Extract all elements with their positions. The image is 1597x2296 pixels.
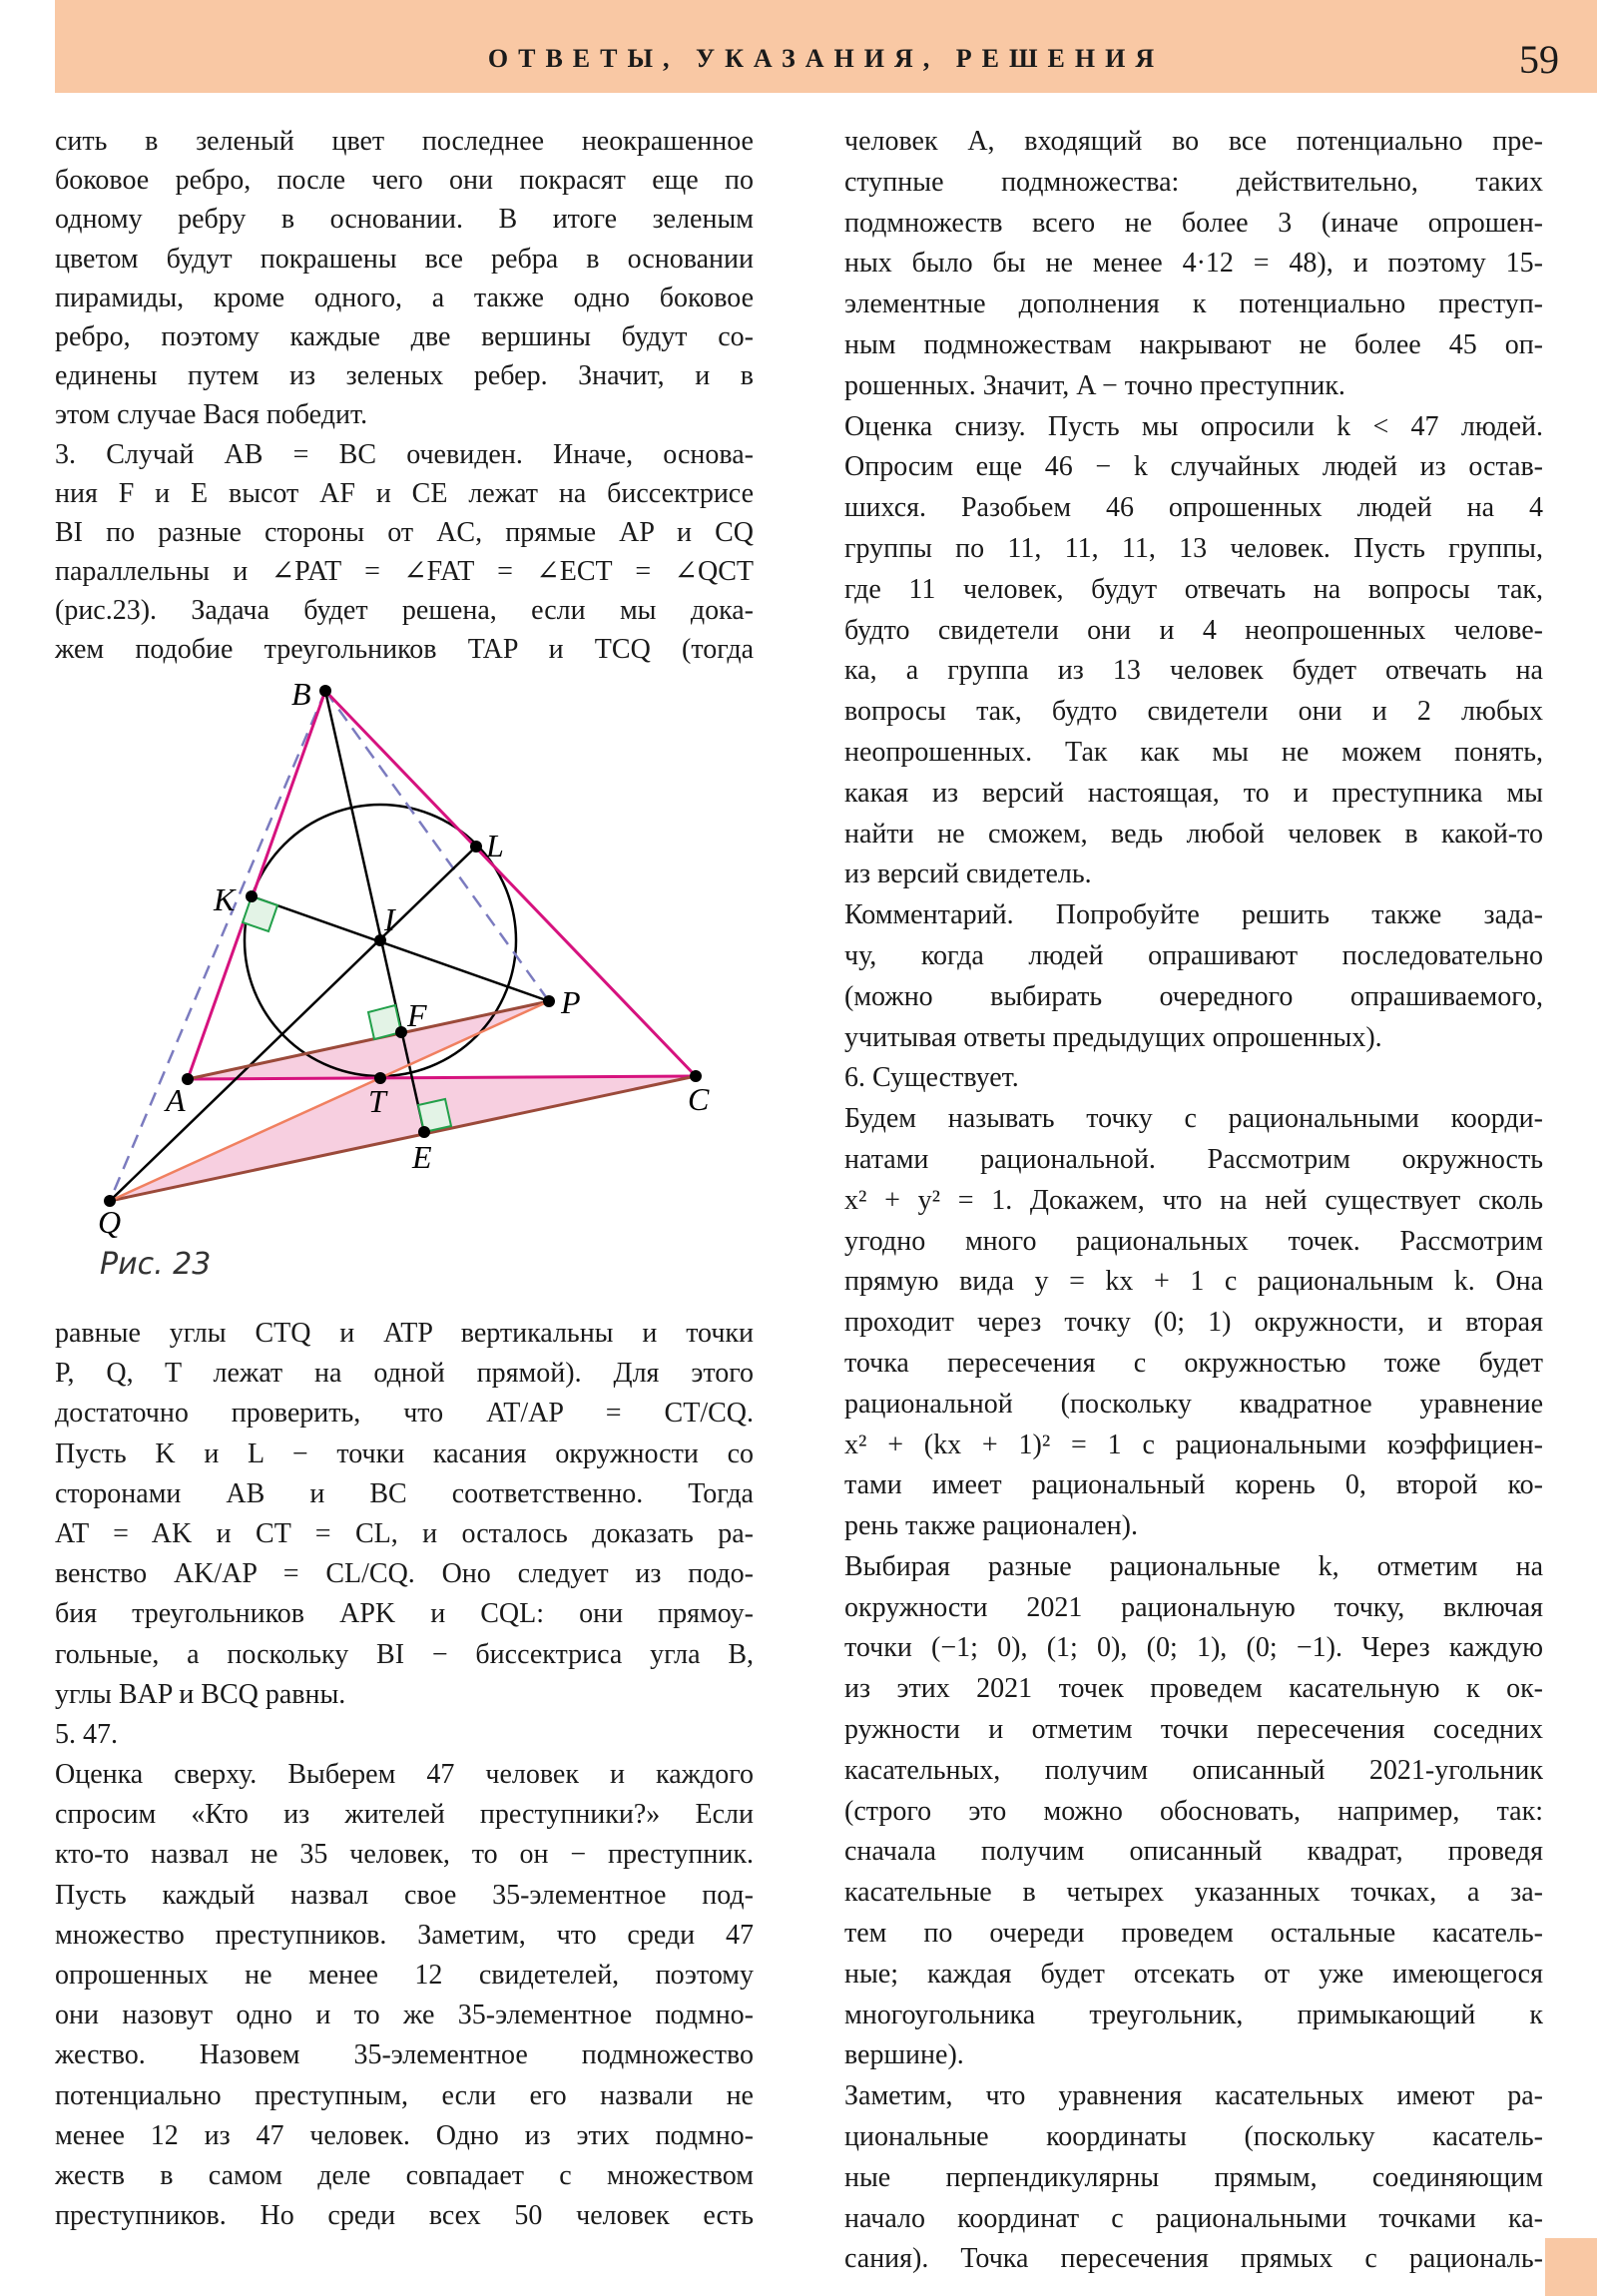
- text-line: P, Q, T лежат на одной прямой). Для этого: [55, 1358, 754, 1390]
- paragraph: [844, 122, 1543, 407]
- text-line: касательных, получим описанный 2021-угольник: [844, 1754, 1543, 1786]
- paragraph: [844, 895, 1543, 1058]
- text-line: 5. 47.: [55, 1718, 118, 1750]
- text-line: ные перпендикулярны прямым, соединяющим: [844, 2161, 1543, 2193]
- text-line: этом случае Вася победит.: [55, 399, 368, 431]
- line-kp: [252, 896, 549, 1001]
- paragraph: [844, 407, 1543, 896]
- text-line: Оценка сверху. Выберем 47 человек и каждого: [55, 1759, 754, 1791]
- text-line: ные; каждая будет отсекать от уже имеющегося: [844, 1958, 1543, 1990]
- point-label-b: B: [291, 676, 311, 712]
- text-line: они назовут одно и то же 35-элементное подмно-: [55, 2000, 754, 2031]
- text-line: менее 12 из 47 человек. Одно из этих подмно-: [55, 2119, 754, 2151]
- text-line: натами рациональной. Рассмотрим окружность: [844, 1143, 1543, 1175]
- point-label-i: I: [384, 901, 395, 937]
- text-line: 3. Случай AB = BC очевиден. Иначе, основа-: [55, 438, 754, 470]
- point-f: [395, 1026, 407, 1038]
- point-e: [418, 1126, 430, 1138]
- point-label-t: T: [368, 1083, 386, 1119]
- paragraph: [55, 1755, 754, 2236]
- point-label-q: Q: [98, 1204, 122, 1240]
- text-line: рошенных. Значит, A − точно преступник.: [844, 369, 1345, 401]
- text-line: тами имеет рациональный корень 0, второй ко-: [844, 1469, 1543, 1501]
- text-line: неопрошенных. Так как мы не можем понять,: [844, 736, 1543, 768]
- text-line: цветом будут покрашены все ребра в основании: [55, 243, 754, 275]
- text-line: точки (−1; 0), (1; 0), (0; 1), (0; −1). Через каждую: [844, 1632, 1543, 1664]
- point-label-k: K: [214, 881, 236, 917]
- text-line: вершине).: [844, 2039, 964, 2071]
- text-line: гольные, а поскольку BI − биссектриса угла B,: [55, 1638, 754, 1670]
- text-line: венство AK/AP = CL/CQ. Оно следует из подо-: [55, 1558, 754, 1590]
- paragraph: [844, 1099, 1543, 1547]
- point-l: [470, 841, 482, 853]
- text-line: циональные координаты (поскольку касатель-: [844, 2121, 1543, 2153]
- text-line: ружности и отметим точки пересечения соседних: [844, 1714, 1543, 1746]
- text-line: окружности 2021 рациональную точку, включая: [844, 1591, 1543, 1623]
- text-line: найти не сможем, ведь любой человек в какой-то: [844, 818, 1543, 850]
- text-line: начало координат с рациональными точками ка-: [844, 2202, 1543, 2234]
- text-line: человек A, входящий во все потенциально пре-: [844, 126, 1543, 157]
- page-number: 59: [1519, 37, 1559, 82]
- point-label-a: A: [166, 1082, 186, 1118]
- text-line: ступные подмножества: действительно, таких: [844, 166, 1543, 198]
- text-line: ребро, поэтому каждые две вершины будут со-: [55, 320, 754, 352]
- text-line: сания). Точка пересечения прямых с рациональ-: [844, 2243, 1543, 2275]
- text-line: потенциально преступным, если его назвали не: [55, 2079, 754, 2111]
- text-line: сить в зеленый цвет последнее неокрашенное: [55, 126, 754, 157]
- header-title: ОТВЕТЫ, УКАЗАНИЯ, РЕШЕНИЯ: [487, 44, 1165, 73]
- text-line: Оценка снизу. Пусть мы опросили k < 47 людей.: [844, 410, 1543, 442]
- text-line: BI по разные стороны от AC, прямые AP и CQ: [55, 516, 754, 548]
- text-line: параллельны и ∠PAT = ∠FAT = ∠ECT = ∠QCT: [55, 556, 754, 588]
- text-line: прямую вида y = kx + 1 с рациональным k. Она: [844, 1266, 1543, 1298]
- point-k: [246, 890, 258, 902]
- point-label-l: L: [486, 828, 504, 863]
- text-line: ных было бы не менее 4·12 = 48), и поэтому 15-: [844, 248, 1543, 280]
- text-line: подмножеств всего не более 3 (иначе опрошен-: [844, 207, 1543, 239]
- right-column: [844, 122, 1543, 2280]
- paragraph: [55, 1314, 754, 1715]
- text-line: рациональной (поскольку квадратное уравнение: [844, 1388, 1543, 1420]
- text-line: ния F и E высот AF и CE лежат на биссектрисе: [55, 477, 754, 509]
- text-line: из этих 2021 точек проведем касательную к ок-: [844, 1673, 1543, 1705]
- corner-tab: [1545, 2238, 1597, 2296]
- text-line: точка пересечения с окружностью тоже будет: [844, 1347, 1543, 1379]
- side-ab: [188, 691, 325, 1079]
- text-line: касательные в четырех указанных точках, а за-: [844, 1877, 1543, 1909]
- text-line: элементные дополнения к потенциально преступ-: [844, 288, 1543, 320]
- text-line: множество преступников. Заметим, что среди 47: [55, 1919, 754, 1951]
- text-line: чу, когда людей опрашивают последовательно: [844, 939, 1543, 971]
- text-line: x² + y² = 1. Докажем, что на ней существует сколь: [844, 1184, 1543, 1216]
- paragraph: [844, 1058, 1543, 1099]
- text-line: ным подмножествам накрывают не более 45 оп-: [844, 328, 1543, 360]
- text-line: Заметим, что уравнения касательных имеют ра-: [844, 2080, 1543, 2112]
- text-line: преступников. Но среди всех 50 человек есть: [55, 2200, 754, 2232]
- paragraph: [844, 2076, 1543, 2280]
- text-line: Пусть K и L − точки касания окружности со: [55, 1437, 754, 1469]
- text-line: Пусть каждый назвал свое 35-элементное под-: [55, 1879, 754, 1911]
- figure-23: [0, 0, 798, 1248]
- text-line: из версий свидетель.: [844, 859, 1092, 890]
- text-line: опрошенных не менее 12 свидетелей, поэтому: [55, 1960, 754, 1991]
- point-p: [543, 995, 555, 1007]
- paragraph: [55, 1715, 754, 1755]
- point-label-p: P: [561, 984, 581, 1020]
- text-line: 6. Существует.: [844, 1062, 1019, 1094]
- text-line: будто свидетели они и 4 неопрошенных челове-: [844, 614, 1543, 646]
- text-line: спросим «Кто из жителей преступники?» Если: [55, 1799, 754, 1831]
- text-line: группы по 11, 11, 11, 13 человек. Пусть группы,: [844, 532, 1543, 564]
- point-b: [319, 685, 331, 697]
- text-line: кто-то назвал не 35 человек, то он − преступник.: [55, 1839, 754, 1871]
- text-line: угодно много рациональных точек. Рассмотрим: [844, 1225, 1543, 1257]
- text-line: жем подобие треугольников TAP и TCQ (тогда: [55, 634, 754, 666]
- paragraph: [844, 1547, 1543, 2076]
- left-column-bottom: [55, 1314, 754, 2236]
- text-line: где 11 человек, будут отвечать на вопросы так,: [844, 573, 1543, 605]
- text-line: вопросы так, будто свидетели они и 2 любых: [844, 696, 1543, 728]
- text-line: (рис.23). Задача будет решена, если мы дока-: [55, 595, 754, 627]
- text-line: шихся. Разобьем 46 опрошенных людей на 4: [844, 492, 1543, 524]
- text-line: одному ребру в основании. В итоге зеленым: [55, 204, 754, 236]
- text-line: какая из версий настоящая, то и преступника мы: [844, 777, 1543, 809]
- text-line: AT = AK и CT = CL, и осталось доказать ра-: [55, 1517, 754, 1549]
- text-line: ка, а группа из 13 человек будет отвечать на: [844, 655, 1543, 687]
- text-line: достаточно проверить, что AT/AP = CT/CQ.: [55, 1398, 754, 1430]
- text-line: рень также рационален).: [844, 1510, 1138, 1542]
- text-line: единены путем из зеленых ребер. Значит, и в: [55, 360, 754, 392]
- text-line: Выбирая разные рациональные k, отметим на: [844, 1550, 1543, 1582]
- point-label-f: F: [407, 997, 427, 1033]
- text-line: боковое ребро, после чего они покрасят еще по: [55, 165, 754, 197]
- text-line: бия треугольников APK и CQL: они прямоу-: [55, 1598, 754, 1630]
- text-line: пирамиды, кроме одного, а также одно боковое: [55, 282, 754, 313]
- text-line: Комментарий. Попробуйте решить также зада-: [844, 899, 1543, 931]
- text-line: (можно выбирать очередного опрашиваемого,: [844, 980, 1543, 1012]
- text-line: сторонами AB и BC соответственно. Тогда: [55, 1477, 754, 1509]
- point-label-c: C: [688, 1081, 710, 1117]
- text-line: равные углы CTQ и ATP вертикальны и точки: [55, 1318, 754, 1349]
- text-line: учитывая ответы предыдущих опрошенных).: [844, 1021, 1382, 1053]
- text-line: многоугольника треугольник, примыкающий к: [844, 1999, 1543, 2030]
- text-line: Опросим еще 46 − k случайных людей из остав-: [844, 451, 1543, 483]
- figure-caption: Рис. 23: [100, 1247, 212, 1282]
- text-line: Будем называть точку с рациональными коорди-: [844, 1103, 1543, 1135]
- text-line: жеств в самом деле совпадает с множеством: [55, 2159, 754, 2191]
- text-line: (строго это можно обосновать, например, так:: [844, 1795, 1543, 1827]
- text-line: x² + (kx + 1)² = 1 с рациональными коэффициен-: [844, 1429, 1543, 1460]
- text-line: углы BAP и BCQ равны.: [55, 1678, 346, 1710]
- text-line: сначала получим описанный квадрат, проведя: [844, 1836, 1543, 1868]
- right-angle-mark-k: [243, 896, 277, 931]
- text-line: проходит через точку (0; 1) окружности, и вторая: [844, 1307, 1543, 1339]
- text-line: жество. Назовем 35-элементное подмножество: [55, 2039, 754, 2071]
- point-label-e: E: [412, 1139, 432, 1175]
- text-line: тем по очереди проведем остальные касатель-: [844, 1918, 1543, 1950]
